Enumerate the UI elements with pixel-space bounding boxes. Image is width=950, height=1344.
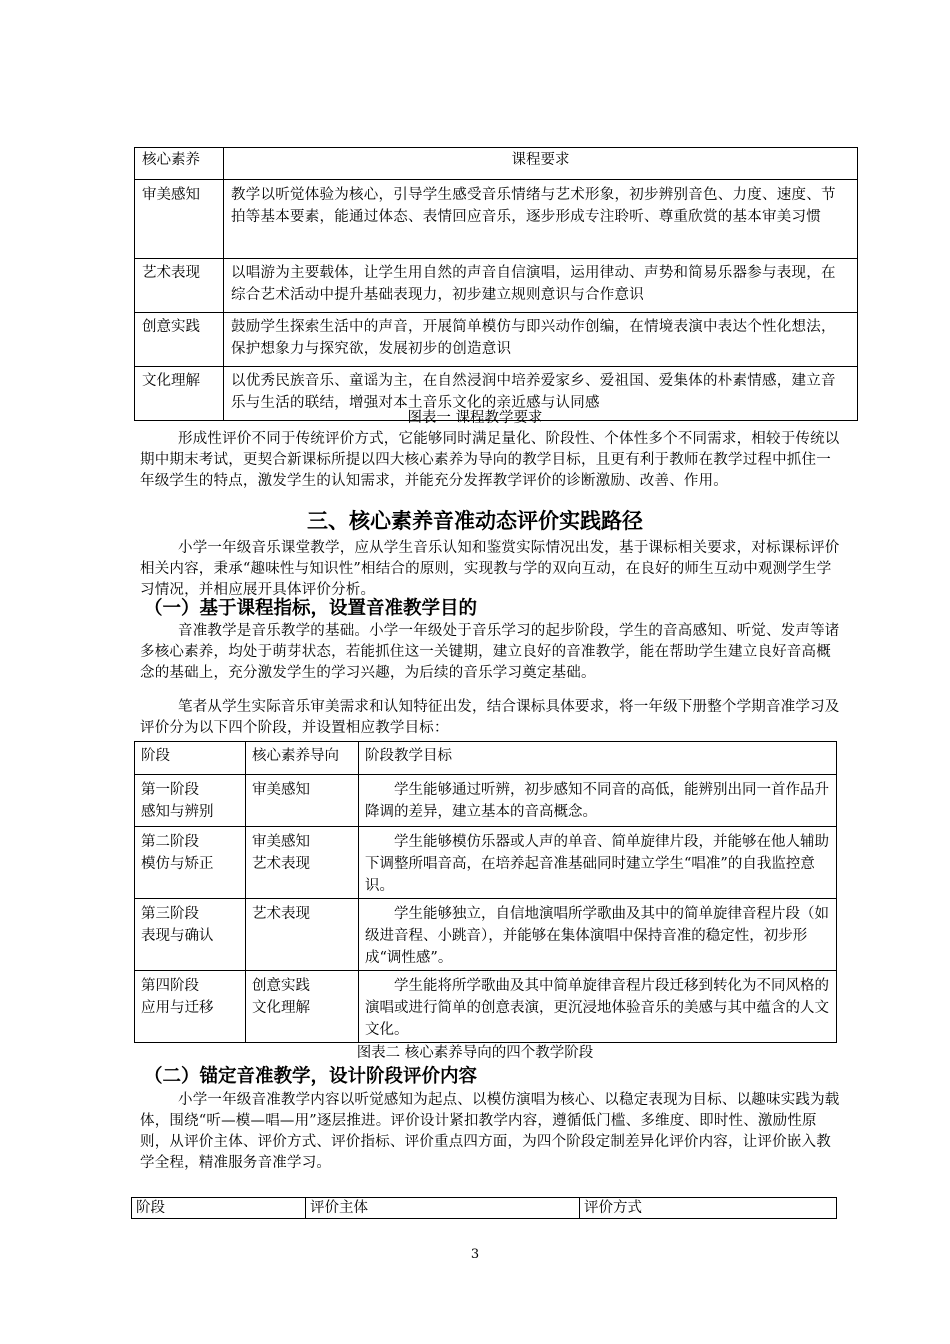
table-header-row [132,1198,837,1219]
header-cell: 核心素养导向 [246,742,359,775]
paragraph-text: 小学一年级音乐课堂教学，应从学生音乐认知和鉴赏实际情况出发，基于课标相关要求，对标课标评价相关内容，秉承“趣味性与知识性”相结合的原则，实现教与学的双向互动，在良好的师生互动中观测学生学习情况，并相应展开具体评价分析。 [140,540,840,598]
goal-cell: 学生能够通过听辨，初步感知不同音的高低，能辨别出同一首作品升降调的差异，建立基本的音高概念。 [359,775,837,827]
header-cell: 评价方式 [580,1198,837,1219]
subsection-heading: （一）基于课程指标，设置音准教学目的 [144,598,478,619]
paragraph [140,621,840,684]
table-row [135,971,837,1043]
page-number: 3 [470,1247,480,1262]
header-cell: 核心素养 [135,148,224,180]
table-row [135,827,837,899]
paragraph-text: 笔者从学生实际音乐审美需求和认知特征出发，结合课标具体要求，将一年级下册整个学期音准学习及评价分为以下四个阶段，并设置相应教学目标： [140,699,840,736]
stage-cell [135,899,246,971]
literacy-cell: 创意实践 [135,313,224,367]
literacy-label: 艺术表现 [252,906,310,922]
goal-cell: 学生能将所学歌曲及其中简单旋律音程片段迁移到转化为不同风格的演唱或进行简单的创意表演，更沉浸地体验音乐的美感与其中蕴含的人文文化。 [359,971,837,1043]
header-cell: 课程要求 [224,148,858,180]
requirement-cell: 以唱游为主要载体，让学生用自然的声音自信演唱，运用律动、声势和简易乐器参与表现，在综合艺术活动中提升基础表现力，初步建立规则意识与合作意识 [224,259,858,313]
curriculum-requirements-table [134,147,858,421]
stage-cell [135,827,246,899]
table-row [135,180,858,259]
paragraph-text: 音准教学是音乐教学的基础。小学一年级处于音乐学习的起步阶段，学生的音高感知、听觉、发声等诸多核心素养，均处于萌芽状态，若能抓住这一关键期，建立良好的音准教学，能在帮助学生建立良好音高概念的基础上，充分激发学生的学习兴趣，为后续的音乐学习奠定基础。 [140,623,840,681]
literacy-cell: 文化理解 [135,367,224,421]
stage-number: 第一阶段 [141,782,199,798]
table-row [135,899,837,971]
table-header-row [135,742,837,775]
paragraph-text: 小学一年级音准教学内容以听觉感知为起点、以模仿演唱为核心、以稳定表现为目标、以趣味实践为载体，围绕“听—模—唱—用”逐层推进。评价设计紧扣教学内容，遵循低门槛、多维度、即时性、激励性原则，从评价主体、评价方式、评价指标、评价重点四方面，为四个阶段定制差异化评价内容，让评价嵌入教学全程，精准服务音准学习。 [140,1092,840,1171]
literacy-label: 文化理解 [252,1000,310,1016]
paragraph-text: 形成性评价不同于传统评价方式，它能够同时满足量化、阶段性、个体性多个不同需求，相较于传统以期中期末考试，更契合新课标所提以四大核心素养为导向的教学目标，且更有利于教师在教学过程中抓住一年级学生的特点，激发学生的认知需求，并能充分发挥教学评价的诊断激励、改善、作用。 [140,431,840,489]
table-header-row [135,148,858,180]
table-row [135,259,858,313]
requirement-cell: 鼓励学生探索生活中的声音，开展简单模仿与即兴动作创编，在情境表演中表达个性化想法，保护想象力与探究欲，发展初步的创造意识 [224,313,858,367]
paragraph [140,429,840,492]
literacy-label: 审美感知 [252,782,310,798]
goal-cell: 学生能够模仿乐器或人声的单音、简单旋律片段，并能够在他人辅助下调整所唱音高，在培养起音准基础同时建立学生“唱准”的自我监控意识。 [359,827,837,899]
header-cell: 阶段 [135,742,246,775]
stage-cell [135,971,246,1043]
paragraph [140,697,840,739]
header-cell: 阶段教学目标 [359,742,837,775]
literacy-label: 创意实践 [252,978,310,994]
literacy-cell: 审美感知 [135,180,224,259]
header-cell: 阶段 [132,1198,306,1219]
paragraph [140,538,840,601]
section-heading: 三、核心素养音准动态评价实践路径 [307,509,643,533]
evaluation-content-table [131,1197,837,1219]
stage-number: 第三阶段 [141,906,199,922]
literacy-cell [246,775,359,827]
stage-number: 第二阶段 [141,834,199,850]
teaching-stages-table [134,741,837,1043]
requirement-cell: 教学以听觉体验为核心，引导学生感受音乐情绪与艺术形象，初步辨别音色、力度、速度、节拍等基本要素，能通过体态、表情回应音乐，逐步形成专注聆听、尊重欣赏的基本审美习惯 [224,180,858,259]
subsection-heading: （二）锚定音准教学，设计阶段评价内容 [144,1066,478,1087]
goal-cell: 学生能够独立，自信地演唱所学歌曲及其中的简单旋律音程片段（如级进音程、小跳音），并能够在集体演唱中保持音准的稳定性，初步形成“调性感”。 [359,899,837,971]
stage-name: 感知与辨别 [141,804,214,820]
table-caption: 图表一 课程教学要求 [407,410,543,426]
literacy-cell [246,827,359,899]
table-row [135,775,837,827]
paragraph [140,1090,840,1174]
table-row [135,313,858,367]
stage-number: 第四阶段 [141,978,199,994]
header-cell: 评价主体 [306,1198,580,1219]
stage-cell [135,775,246,827]
stage-name: 应用与迁移 [141,1000,214,1016]
table-caption: 图表二 核心素养导向的四个教学阶段 [356,1045,594,1061]
literacy-label: 艺术表现 [252,856,310,872]
literacy-cell [246,971,359,1043]
literacy-cell [246,899,359,971]
stage-name: 模仿与矫正 [141,856,214,872]
literacy-cell: 艺术表现 [135,259,224,313]
literacy-label: 审美感知 [252,834,310,850]
stage-name: 表现与确认 [141,928,214,944]
requirement-cell: 以优秀民族音乐、童谣为主，在自然浸润中培养爱家乡、爱祖国、爱集体的朴素情感，建立音乐与生活的联结，增强对本土音乐文化的亲近感与认同感 [224,367,858,421]
